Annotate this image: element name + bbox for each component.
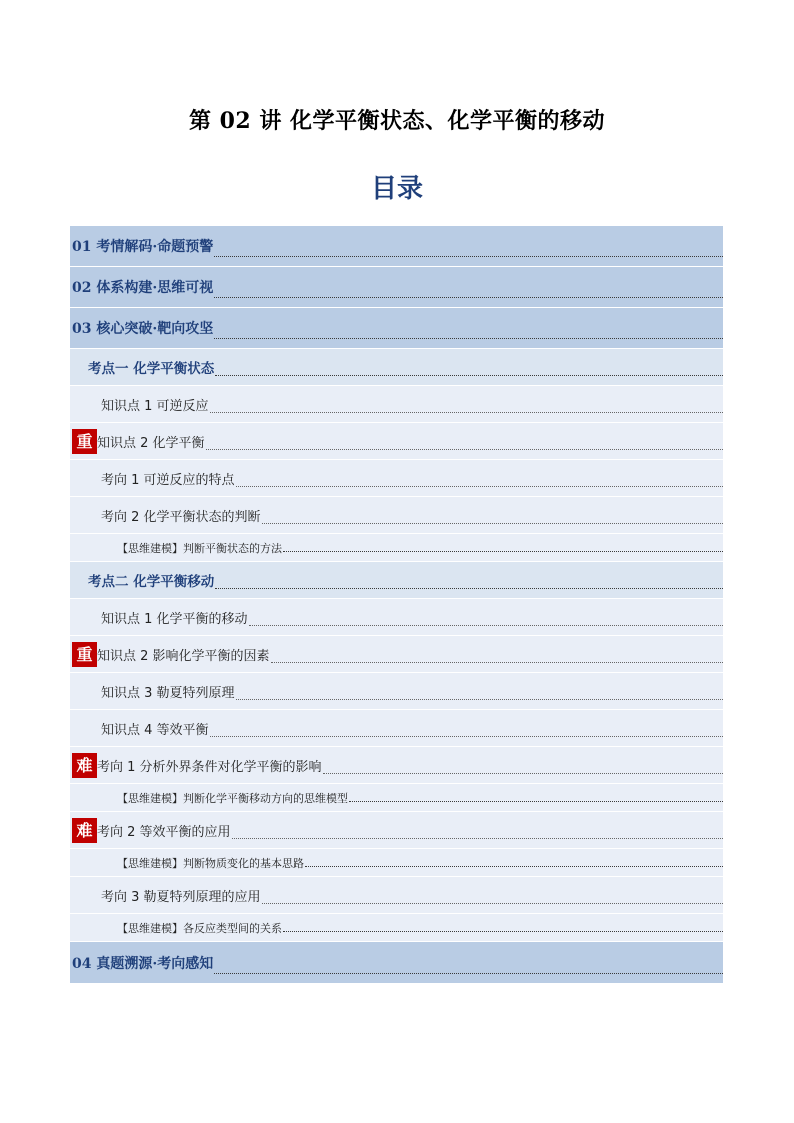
toc-entry-label: 考向 2 等效平衡的应用: [97, 824, 231, 840]
toc-entry[interactable]: [70, 710, 723, 747]
toc-entry[interactable]: [70, 534, 723, 562]
difficulty-badge: 难: [72, 818, 97, 843]
dot-leader: [214, 973, 723, 974]
dot-leader: [214, 256, 723, 257]
dot-leader: [283, 931, 723, 932]
dot-leader: [210, 736, 723, 737]
dot-leader: [206, 449, 723, 450]
toc-entry[interactable]: [70, 423, 723, 460]
toc-entry-label: 【思维建模】判断化学平衡移动方向的思维模型: [117, 791, 348, 805]
dot-leader: [214, 297, 723, 298]
toc-entry-label: 【思维建模】判断物质变化的基本思路: [117, 856, 304, 870]
dot-leader: [210, 412, 723, 413]
toc-entry[interactable]: [70, 226, 723, 267]
dot-leader: [271, 662, 723, 663]
toc-entry-label: 03 核心突破·靶向攻坚: [72, 321, 214, 337]
dot-leader: [283, 551, 723, 552]
toc-entry-label: 知识点 4 等效平衡: [101, 722, 209, 738]
dot-leader: [236, 486, 723, 487]
dot-leader: [349, 801, 723, 802]
difficulty-badge: 难: [72, 753, 97, 778]
toc-entry-label: 考向 2 化学平衡状态的判断: [101, 509, 261, 525]
toc-entry-label: 【思维建模】各反应类型间的关系: [117, 921, 282, 935]
document-title: 第 02 讲 化学平衡状态、化学平衡的移动: [188, 108, 606, 134]
dot-leader: [215, 588, 723, 589]
toc-entry-label: 知识点 2 影响化学平衡的因素: [97, 648, 270, 664]
toc-entry[interactable]: [70, 747, 723, 784]
dot-leader: [232, 838, 723, 839]
dot-leader: [262, 903, 723, 904]
toc-entry[interactable]: [70, 460, 723, 497]
dot-leader: [262, 523, 723, 524]
toc-entry[interactable]: [70, 784, 723, 812]
dot-leader: [249, 625, 723, 626]
dot-leader: [323, 773, 723, 774]
dot-leader: [214, 338, 723, 339]
toc-entry[interactable]: [70, 914, 723, 942]
table-of-contents: [70, 226, 723, 983]
toc-entry-label: 02 体系构建·思维可视: [72, 280, 214, 296]
toc-entry[interactable]: [70, 562, 723, 599]
dot-leader: [215, 375, 723, 376]
toc-entry[interactable]: [70, 849, 723, 877]
toc-entry-label: 考向 3 勒夏特列原理的应用: [101, 889, 261, 905]
toc-entry[interactable]: [70, 267, 723, 308]
dot-leader: [305, 866, 723, 867]
toc-entry[interactable]: [70, 942, 723, 983]
toc-entry[interactable]: [70, 386, 723, 423]
toc-entry[interactable]: [70, 636, 723, 673]
toc-entry[interactable]: [70, 349, 723, 386]
toc-entry-label: 【思维建模】判断平衡状态的方法: [117, 541, 282, 555]
toc-entry-label: 01 考情解码·命题预警: [72, 239, 214, 255]
toc-entry-label: 考向 1 分析外界条件对化学平衡的影响: [97, 759, 322, 775]
toc-entry-label: 考向 1 可逆反应的特点: [101, 472, 235, 488]
toc-entry[interactable]: [70, 812, 723, 849]
toc-entry[interactable]: [70, 599, 723, 636]
toc-entry[interactable]: [70, 308, 723, 349]
toc-entry[interactable]: [70, 497, 723, 534]
toc-entry-label: 知识点 1 化学平衡的移动: [101, 611, 248, 627]
toc-entry-label: 知识点 1 可逆反应: [101, 398, 209, 414]
toc-entry-label: 04 真题溯源·考向感知: [72, 955, 214, 972]
toc-entry-label: 考点一 化学平衡状态: [88, 361, 215, 377]
toc-heading: 目录: [370, 174, 423, 204]
difficulty-badge: 重: [72, 642, 97, 667]
difficulty-badge: 重: [72, 429, 97, 454]
toc-entry-label: 考点二 化学平衡移动: [88, 574, 215, 590]
toc-entry-label: 知识点 2 化学平衡: [97, 435, 205, 451]
toc-entry-label: 知识点 3 勒夏特列原理: [101, 685, 235, 701]
toc-entry[interactable]: [70, 673, 723, 710]
toc-entry[interactable]: [70, 877, 723, 914]
dot-leader: [236, 699, 723, 700]
